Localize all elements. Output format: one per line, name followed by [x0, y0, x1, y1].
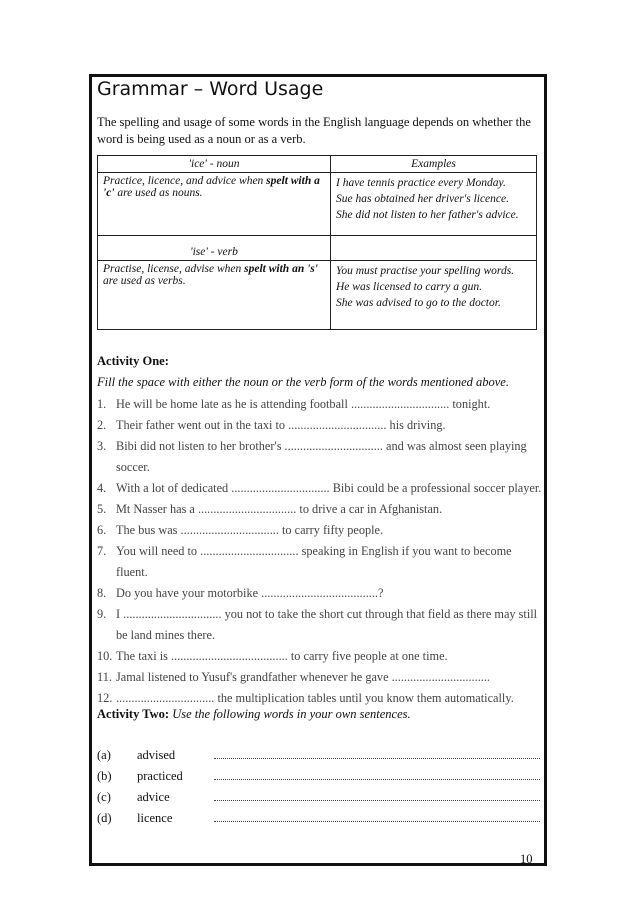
- list-item: [97, 646, 542, 667]
- ise-rule-pre: Practise, license, advise when: [103, 263, 245, 275]
- ice-rule-pre: Practice, licence, and advice when: [103, 175, 267, 187]
- word-key: (b): [97, 769, 112, 783]
- list-item: [97, 541, 542, 583]
- list-item: [97, 811, 542, 832]
- list-item: [97, 748, 542, 769]
- item-text: Mt Nasser has a ................................ to drive a car in Afghanistan.: [116, 502, 443, 516]
- item-text: I ................................ you not to take the short cut through that field as there may still be land mines there.: [116, 607, 538, 642]
- ice-example: Sue has obtained her driver's licence.: [336, 193, 509, 205]
- answer-line: [214, 800, 540, 801]
- item-text: Their father went out in the taxi to ................................ his driving.: [116, 418, 446, 432]
- ice-examples-cell: [331, 173, 537, 236]
- word-label: licence: [137, 811, 173, 825]
- item-text: Do you have your motorbike ......................................?: [116, 586, 384, 600]
- item-number: 9.: [97, 607, 107, 621]
- list-item: [97, 520, 542, 541]
- item-text: ................................ the multiplication tables until you know them automatically.: [116, 691, 514, 705]
- item-text: With a lot of dedicated ................................ Bibi could be a professional soccer player.: [116, 481, 542, 495]
- item-number: 12.: [97, 691, 113, 705]
- item-text: Jamal listened to Yusuf's grandfather whenever he gave ................................: [116, 670, 490, 684]
- list-item: [97, 478, 542, 499]
- ise-example: You must practise your spelling words.: [336, 265, 515, 277]
- list-item: [97, 604, 542, 646]
- item-text: You will need to ................................ speaking in English if you want to become fluent.: [116, 544, 512, 579]
- answer-line: [214, 779, 540, 780]
- list-item: [97, 415, 542, 436]
- word-key: (d): [97, 811, 112, 825]
- item-text: The bus was ................................ to carry fifty people.: [116, 523, 384, 537]
- ice-example: I have tennis practice every Monday.: [336, 177, 506, 189]
- ise-rule-bold: spelt with an 's': [244, 263, 318, 275]
- word-key: (a): [97, 748, 111, 762]
- list-item: [97, 436, 542, 478]
- ice-rule-bold: spelt with a 'c': [103, 175, 320, 199]
- ice-noun-header: 'ice' - noun: [98, 156, 331, 173]
- word-label: practiced: [137, 769, 183, 783]
- ice-rule-post: are used as nouns.: [114, 187, 203, 199]
- page-number: 10: [520, 852, 533, 866]
- answer-line: [214, 821, 540, 822]
- activity-two-word-list: [97, 748, 542, 832]
- activity-two-instruction: Use the following words in your own sentences.: [172, 707, 411, 721]
- item-number: 8.: [97, 586, 107, 600]
- item-number: 2.: [97, 418, 107, 432]
- item-number: 4.: [97, 481, 107, 495]
- activity-one-list: [97, 394, 542, 709]
- list-item: [97, 667, 542, 688]
- list-item: [97, 499, 542, 520]
- activity-two-line: [97, 707, 411, 722]
- item-number: 10.: [97, 649, 113, 663]
- item-number: 6.: [97, 523, 107, 537]
- ise-header-empty-cell: [331, 236, 537, 261]
- item-text: The taxi is ...................................... to carry five people at one time.: [116, 649, 448, 663]
- ise-verb-header: 'ise' - verb: [98, 236, 331, 261]
- intro-paragraph: The spelling and usage of some words in the English language depends on whether the word is being used as a noun or as a verb.: [97, 115, 531, 146]
- list-item: [97, 394, 542, 415]
- word-label: advice: [137, 790, 170, 804]
- ise-examples-cell: [331, 261, 537, 330]
- item-number: 11.: [97, 670, 112, 684]
- list-item: [97, 769, 542, 790]
- activity-one-heading: Activity One:: [97, 354, 169, 368]
- item-number: 5.: [97, 502, 107, 516]
- list-item: [97, 583, 542, 604]
- list-item: [97, 790, 542, 811]
- word-label: advised: [137, 748, 176, 762]
- activity-one-instruction: Fill the space with either the noun or the verb form of the words mentioned above.: [97, 375, 509, 389]
- activity-two-heading: Activity Two:: [97, 707, 170, 721]
- examples-header: Examples: [331, 156, 537, 173]
- list-item: [97, 688, 542, 709]
- ise-example: She was advised to go to the doctor.: [336, 297, 501, 309]
- item-text: He will be home late as he is attending football ................................ tonight.: [116, 397, 491, 411]
- item-text: Bibi did not listen to her brother's ................................ and was almost seen playing soccer.: [116, 439, 527, 474]
- word-key: (c): [97, 790, 111, 804]
- item-number: 7.: [97, 544, 107, 558]
- ise-rule-post: are used as verbs.: [103, 275, 186, 287]
- ice-rule-cell: [98, 173, 331, 236]
- answer-line: [214, 758, 540, 759]
- ise-rule-cell: [98, 261, 331, 330]
- word-usage-table: [97, 155, 537, 330]
- item-number: 1.: [97, 397, 107, 411]
- ice-example: She did not listen to her father's advice.: [336, 209, 519, 221]
- page-title: Grammar – Word Usage: [97, 78, 324, 100]
- item-number: 3.: [97, 439, 107, 453]
- ise-example: He was licensed to carry a gun.: [336, 281, 482, 293]
